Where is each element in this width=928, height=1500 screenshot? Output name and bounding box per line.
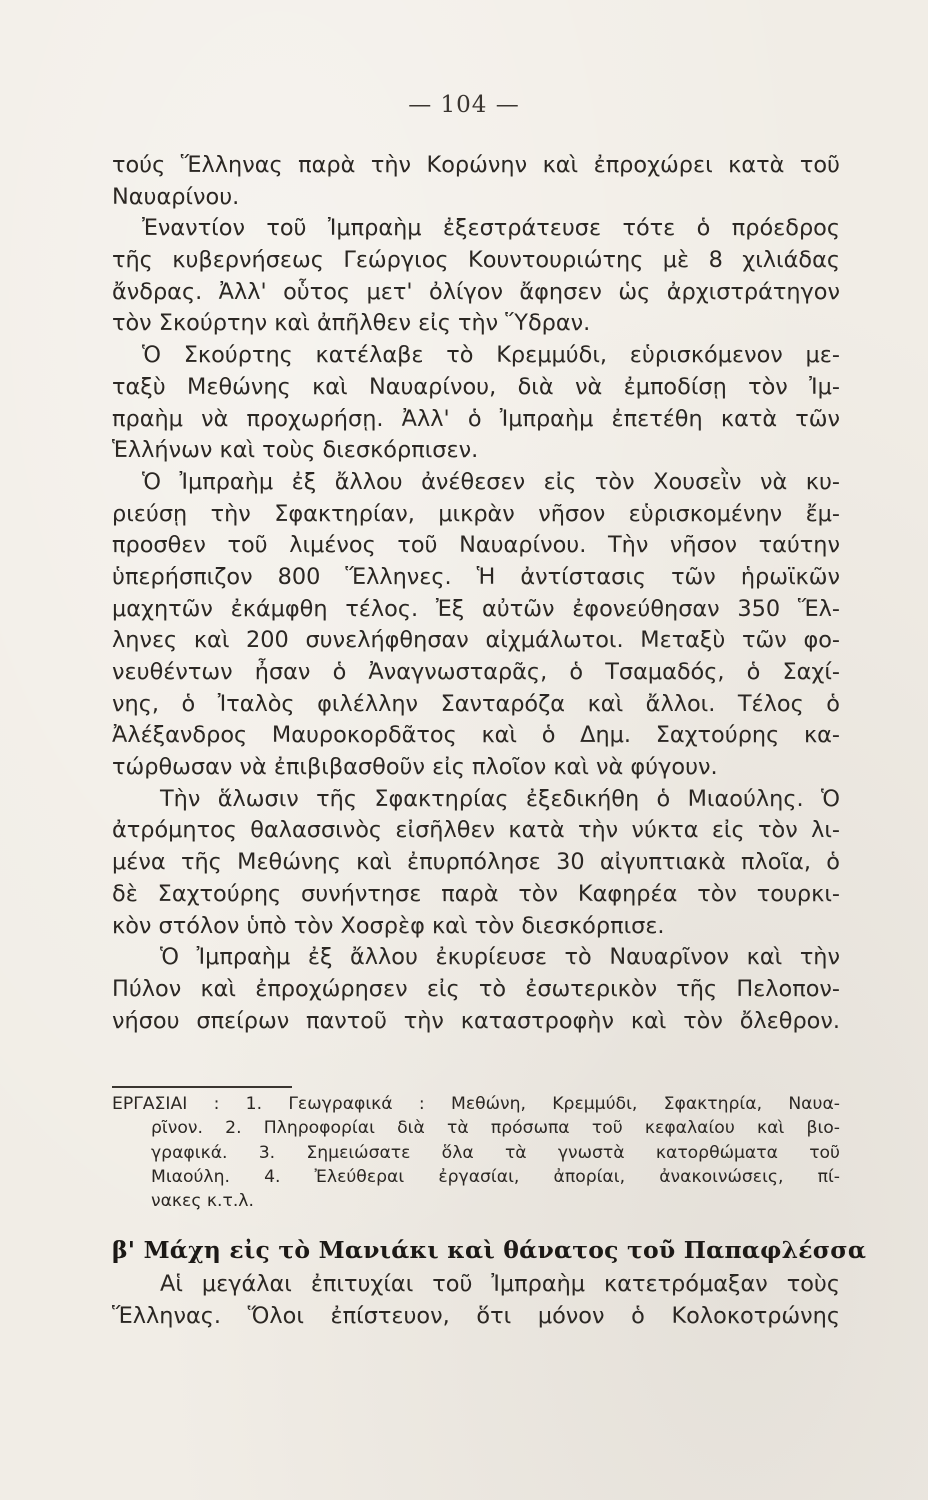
text-line: Ἀλέξανδρος Μαυροκορδᾶτος καὶ ὁ Δημ. Σαχτούρης κα- (112, 722, 840, 749)
text-line: ἄνδρας. Ἀλλ' οὗτος μετ' ὀλίγον ἄφησεν ὡς ἀρχιστράτηγον (112, 278, 840, 305)
exercise-line: ΕΡΓΑΣΙΑΙ : 1. Γεωγραφικά : Μεθώνη, Κρεμμύδι, Σφακτηρία, Ναυα- (112, 1094, 840, 1114)
text-line: Ἑλλήνων καὶ τοὺς διεσκόρπισεν. (112, 437, 479, 464)
text-line: ἀτρόμητος θαλασσινὸς εἰσῆλθεν κατὰ τὴν νύκτα εἰς τὸν λι- (112, 817, 840, 844)
text-line: Αἱ μεγάλαι ἐπιτυχίαι τοῦ Ἰμπραὴμ κατετρόμαξαν τοὺς (160, 1271, 840, 1297)
text-line: Ναυαρίνου. (112, 183, 240, 210)
text-line: Ἐναντίον τοῦ Ἰμπραὴμ ἐξεστράτευσε τότε ὁ πρόεδρος (142, 215, 840, 242)
exercises-block (112, 1092, 840, 1213)
text-line: τώρθωσαν νὰ ἐπιβιβασθοῦν εἰς πλοῖον καὶ νὰ φύγουν. (112, 754, 718, 781)
text-line: ὑπερήσπιζον 800 Ἕλληνες. Ἡ ἀντίστασις τῶν ἡρωϊκῶν (112, 563, 840, 590)
text-line: νευθέντων ἦσαν ὁ Ἀναγνωσταρᾶς, ὁ Τσαμαδός, ὁ Σαχί- (112, 659, 840, 685)
text-line: τούς Ἕλληνας παρὰ τὴν Κορώνην καὶ ἐπροχώρει κατὰ τοῦ (112, 152, 840, 178)
text-line: Ὁ Ἰμπραὴμ ἐξ ἄλλου ἀνέθεσεν εἰς τὸν Χουσεῒν νὰ κυ- (142, 468, 840, 495)
text-line: ριεύσῃ τὴν Σφακτηρίαν, μικρὰν νῆσον εὑρισκομένην ἔμ- (112, 500, 840, 527)
text-line: Τὴν ἅλωσιν τῆς Σφακτηρίας ἐξεδικήθη ὁ Μιαούλης. Ὁ (160, 785, 840, 812)
section-heading: β' Μάχη εἰς τὸ Μανιάκι καὶ θάνατος τοῦ Παπαφλέσσα (112, 1236, 867, 1264)
text-line: ληνες καὶ 200 συνελήφθησαν αἰχμάλωτοι. Μεταξὺ τῶν φο- (112, 627, 840, 654)
text-line: Πύλον καὶ ἐπροχώρησεν εἰς τὸ ἐσωτερικὸν τῆς Πελοπον- (112, 975, 840, 1002)
exercise-line: ρῖνον. 2. Πληροφορίαι διὰ τὰ πρόσωπα τοῦ κεφαλαίου καὶ βιο- (151, 1118, 840, 1139)
divider (112, 1086, 292, 1088)
text-line: νης, ὁ Ἰταλὸς φιλέλλην Σανταρόζα καὶ ἄλλοι. Τέλος ὁ (112, 690, 840, 717)
main-text (112, 150, 840, 1037)
text-line: Ὁ Σκούρτης κατέλαβε τὸ Κρεμμύδι, εὑρισκόμενον με- (142, 342, 840, 369)
text-line: τὸν Σκούρτην καὶ ἀπῆλθεν εἰς τὴν Ὕδραν. (112, 310, 591, 337)
text-line: μένα τῆς Μεθώνης καὶ ἐπυρπόλησε 30 αἰγυπτιακὰ πλοῖα, ὁ (112, 849, 840, 876)
text-line: προσθεν τοῦ λιμένος τοῦ Ναυαρίνου. Τὴν νῆσον ταύτην (112, 532, 840, 559)
text-line: τῆς κυβερνήσεως Γεώργιος Κουντουριώτης μὲ 8 χιλιάδας (112, 247, 840, 274)
exercise-line: νακες κ.τ.λ. (151, 1191, 254, 1212)
exercise-line: γραφικά. 3. Σημειώσατε ὅλα τὰ γνωστὰ κατορθώματα τοῦ (151, 1142, 840, 1163)
page-number: — 104 — (408, 92, 520, 118)
section-text (112, 1269, 840, 1332)
text-line: δὲ Σαχτούρης συνήντησε παρὰ τὸν Καφηρέα τὸν τουρκι- (112, 880, 840, 907)
text-line: νήσου σπείρων παντοῦ τὴν καταστροφὴν καὶ τὸν ὄλεθρον. (112, 1007, 840, 1034)
text-line: μαχητῶν ἐκάμφθη τέλος. Ἐξ αὐτῶν ἐφονεύθησαν 350 Ἕλ- (112, 595, 840, 622)
text-line: κὸν στόλον ὑπὸ τὸν Χοσρὲφ καὶ τὸν διεσκόρπισε. (112, 912, 665, 939)
text-line: ταξὺ Μεθώνης καὶ Ναυαρίνου, διὰ νὰ ἐμποδίσῃ τὸν Ἰμ- (112, 373, 840, 400)
exercise-line: Μιαούλη. 4. Ἐλεύθεραι ἐργασίαι, ἀπορίαι, ἀνακοινώσεις, πί- (151, 1166, 840, 1187)
text-line: πραὴμ νὰ προχωρήσῃ. Ἀλλ' ὁ Ἰμπραὴμ ἐπετέθη κατὰ τῶν (112, 405, 840, 432)
text-line: Ἕλληνας. Ὅλοι ἐπίστευον, ὅτι μόνον ὁ Κολοκοτρώνης (112, 1302, 840, 1329)
text-line: Ὁ Ἰμπραὴμ ἐξ ἄλλου ἐκυρίευσε τὸ Ναυαρῖνον καὶ τὴν (160, 944, 840, 971)
